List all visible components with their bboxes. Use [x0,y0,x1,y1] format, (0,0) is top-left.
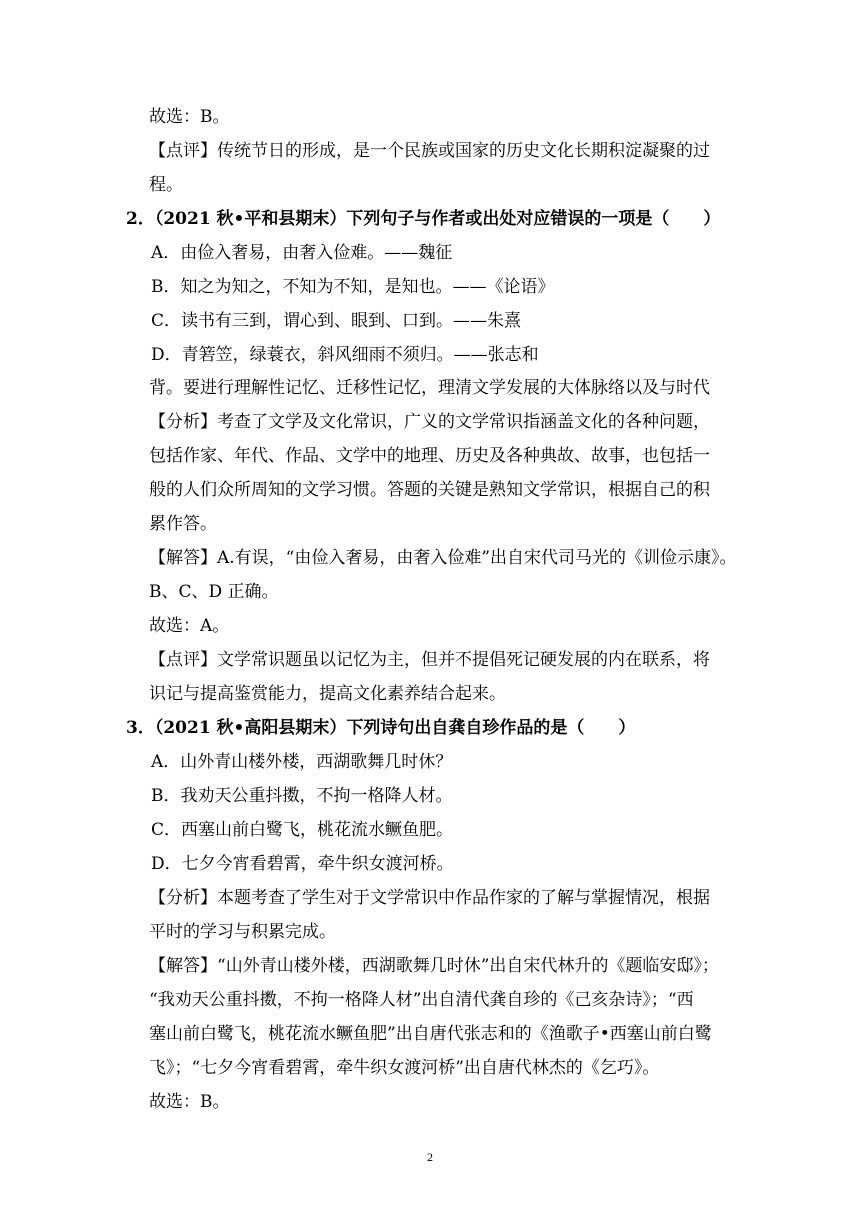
q2-comment-line1: 【点评】文学常识题虽以记忆为主，但并不提倡死记硬发展的内在联系，将 [149,650,710,670]
q1-comment-line2: 程。 [149,175,183,195]
q2-option-d: D．青箬笠，绿蓑衣，斜风细雨不须归。——张志和 [151,345,539,365]
q3-option-c: C．西塞山前白鹭飞，桃花流水鳜鱼肥。 [151,820,454,840]
q2-solution-line2: B、C、D 正确。 [149,582,279,602]
q3-answer: 故选：B。 [149,1092,230,1112]
q3-analysis-line2: 平时的学习与积累完成。 [149,922,336,942]
q3-solution-line1: 【解答】“山外青山楼外楼，西湖歌舞几时休”出自宋代林升的《题临安邸》； [149,956,719,976]
q3-analysis-line1: 【分析】本题考查了学生对于文学常识中作品作家的了解与掌握情况，根据 [149,888,710,908]
q3-solution-line3: 塞山前白鹭飞，桃花流水鳜鱼肥”出自唐代张志和的《渔歌子•西塞山前白鹭 [149,1024,712,1044]
q3-solution-line4: 飞》；“七夕今宵看碧霄，牵牛织女渡河桥”出自唐代林杰的《乞巧》。 [149,1058,660,1078]
q1-answer: 故选：B。 [149,107,230,127]
q3-solution-line2: “我劝天公重抖擞，不拘一格降人材”出自清代龚自珍的《己亥杂诗》；“西 [149,990,694,1010]
q2-option-b: B．知之为知之，不知为不知，是知也。——《论语》 [151,277,555,297]
q2-analysis-line2: 包括作家、年代、作品、文学中的地理、历史及各种典故、故事，也包括一 [149,446,710,466]
q3-option-b: B．我劝天公重抖擞，不拘一格降人材。 [151,786,453,806]
q2-analysis-line1: 【分析】考查了文学及文化常识，广义的文学常识指涵盖文化的各种问题， [149,412,710,432]
q3-option-d: D．七夕今宵看碧霄，牵牛织女渡河桥。 [151,854,454,874]
q2-solution-line1: 【解答】A.有误，“由俭入奢易，由奢入俭难”出自宋代司马光的《训俭示康》。 [149,548,737,568]
q2-option-c: C．读书有三到，谓心到、眼到、口到。——朱熹 [151,311,522,331]
q2-analysis-line3: 般的人们众所周知的文学习惯。答题的关键是熟知文学常识，根据自己的积 [149,480,710,500]
q2-stray-line: 背。要进行理解性记忆、迁移性记忆，理清文学发展的大体脉络以及与时代 [149,378,710,398]
q2-answer: 故选：A。 [149,616,230,636]
q2-stem: 2．（2021 秋•平和县期末）下列句子与作者或出处对应错误的一项是（ ） [126,209,721,229]
q1-comment-line1: 【点评】传统节日的形成，是一个民族或国家的历史文化长期积淀凝聚的过 [149,141,710,161]
q3-option-a: A．山外青山楼外楼，西湖歌舞几时休？ [151,752,453,772]
page-number: 2 [427,1150,433,1164]
q2-analysis-line4: 累作答。 [149,514,217,534]
q3-stem: 3．（2021 秋•高阳县期末）下列诗句出自龚自珍作品的是（ ） [126,718,636,738]
q2-comment-line2: 识记与提高鉴赏能力，提高文化素养结合起来。 [149,684,506,704]
q2-option-a: A．由俭入奢易，由奢入俭难。——魏征 [151,243,453,263]
